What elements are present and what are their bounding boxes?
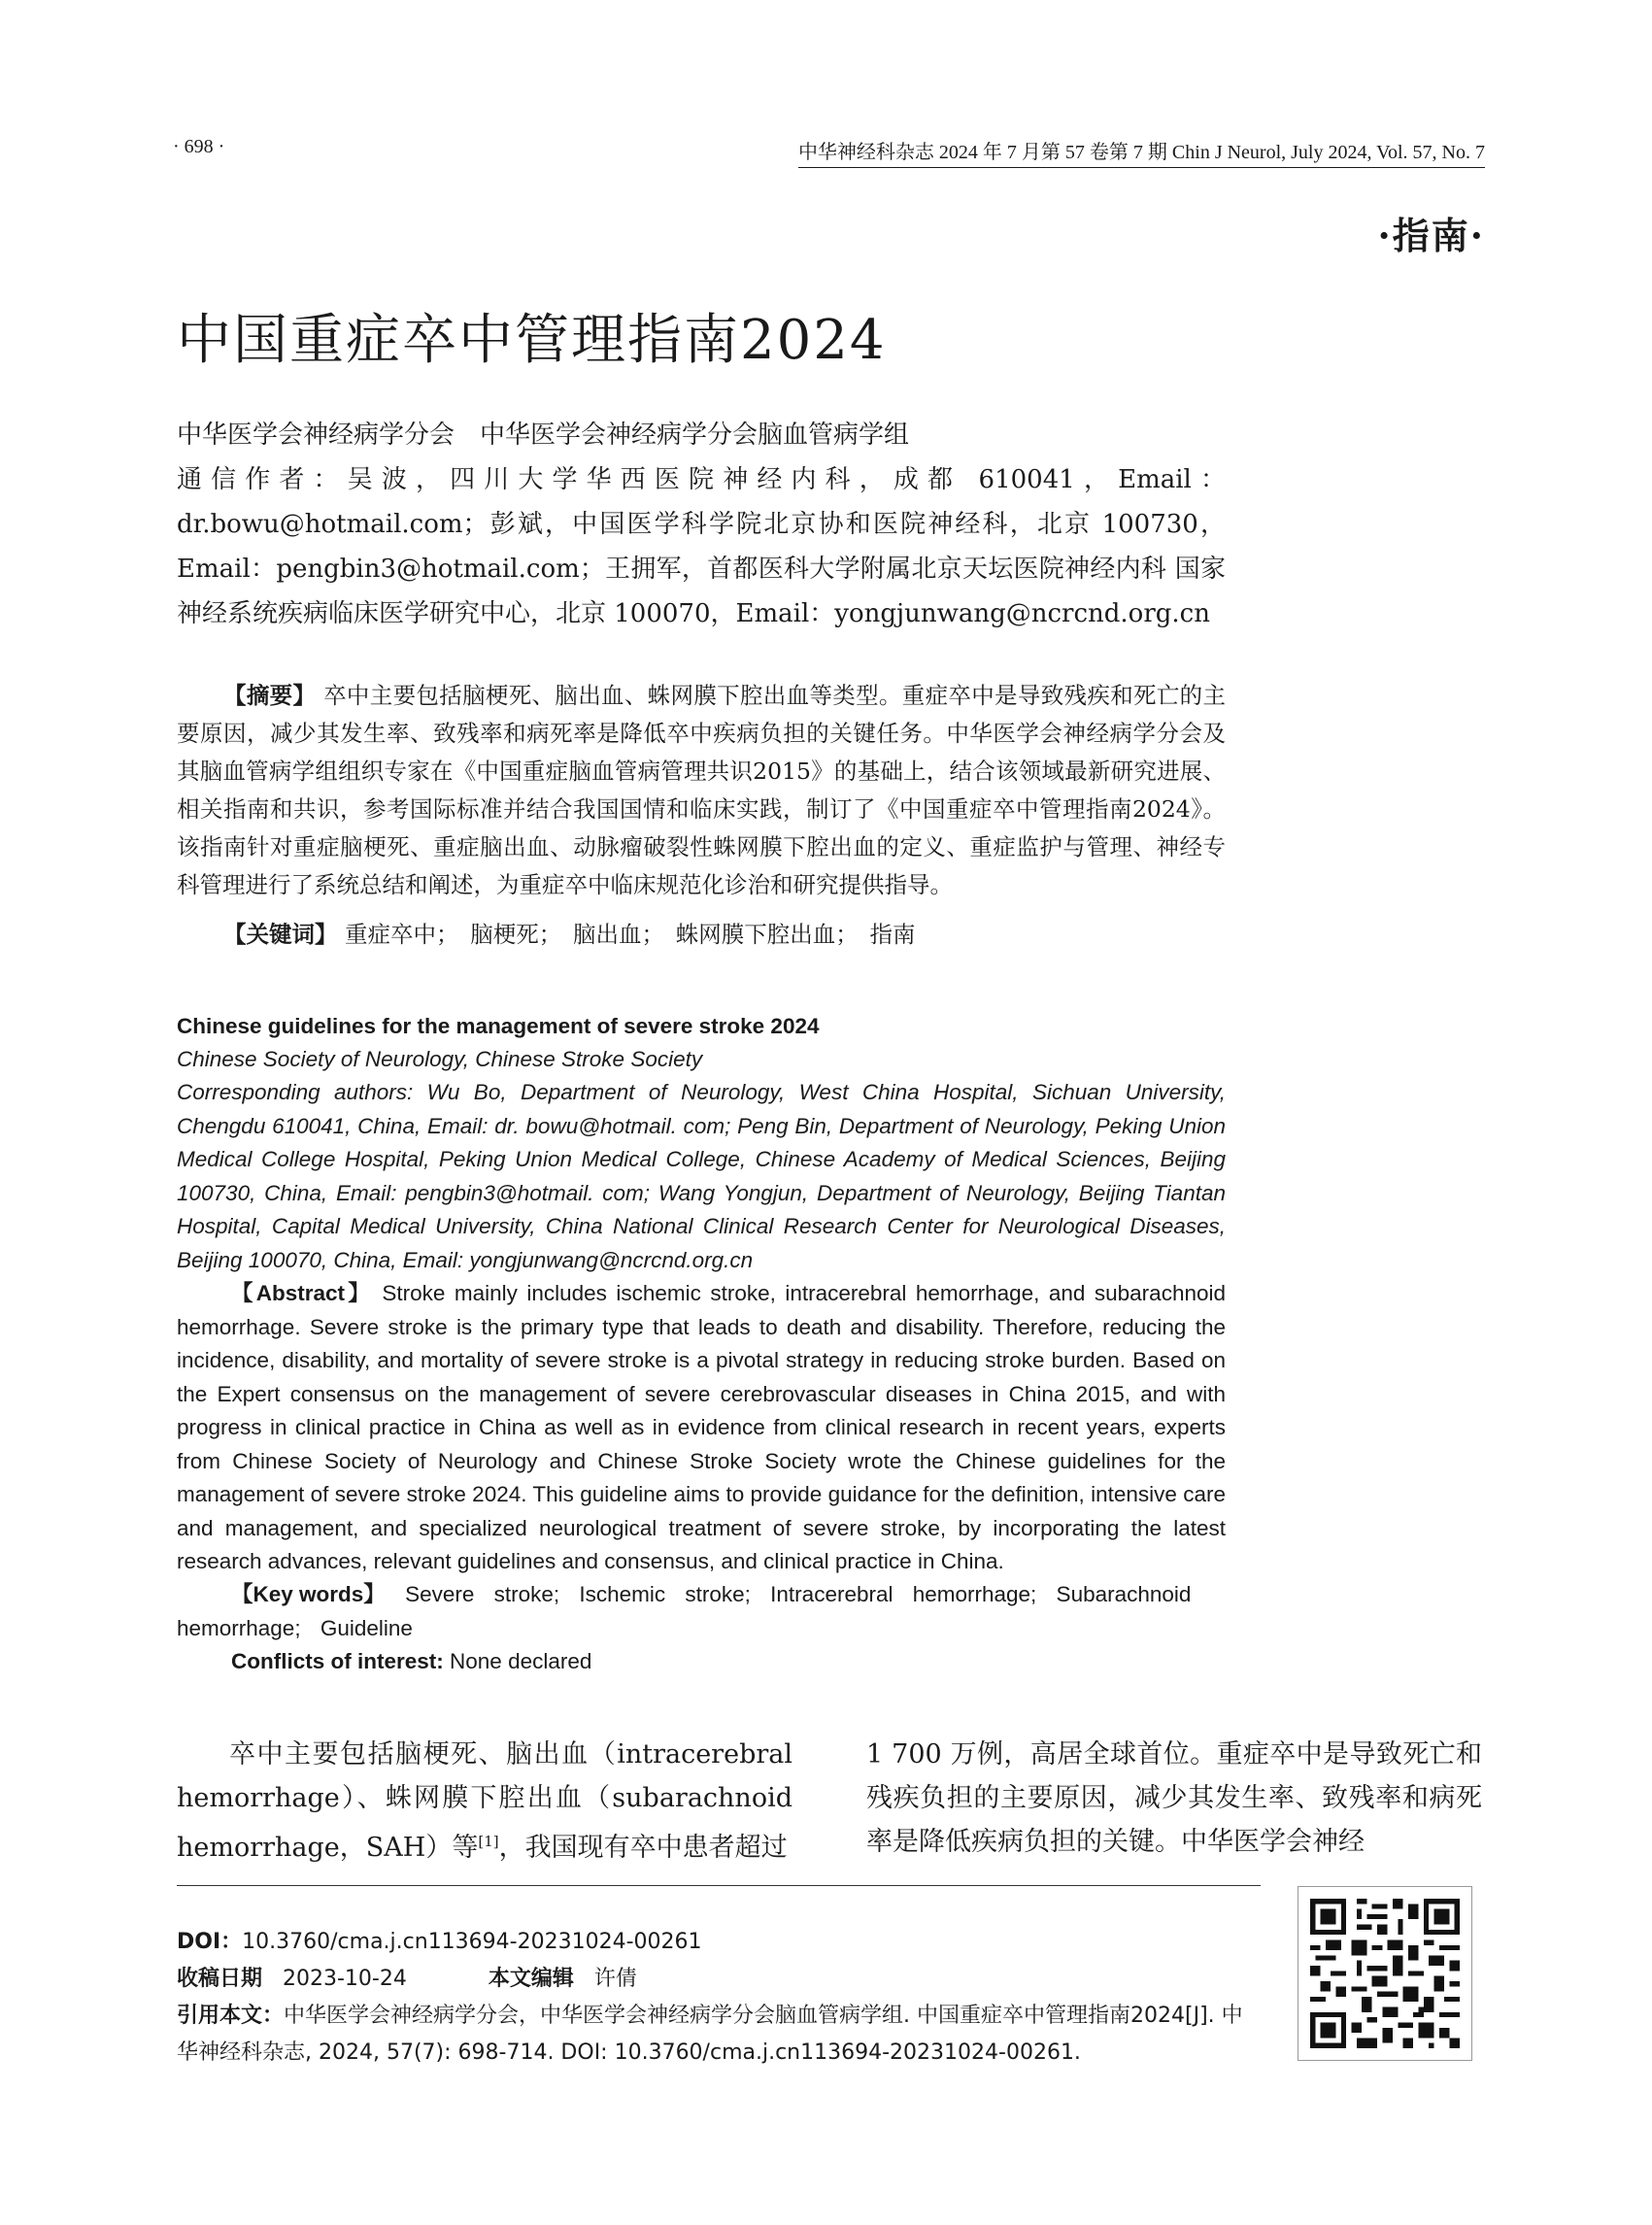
english-title: Chinese guidelines for the management of severe stroke 2024 xyxy=(177,1014,820,1038)
cite-label: 引用本文： xyxy=(177,2004,285,2028)
doi-line xyxy=(177,1924,702,1961)
english-corresponding: Corresponding authors: Wu Bo, Department of Neurology, West China Hospital, Sichuan University, Chengdu 610041, China, Email: dr. bowu@hotmail. com; Peng Bin, Department of Neurology, Peking Union Medical College Hospital, Peking Union Medical College, Chinese Academy of Medical Sciences, Beijing 100730, China, Email: pengbin3@hotmail. com; Wang Yongjun, Department of Neurology, Beijing Tiantan Hospital, Capital Medical University, China National Clinical Research Center for Neurological Diseases, Beijing 100070, China, Email: yongjunwang@ncrcnd.org.cn xyxy=(177,1080,1226,1272)
english-keywords-text: Severe stroke; Ischemic stroke; Intracerebral hemorrhage; Subarachnoid hemorrhage; Guideline xyxy=(177,1582,1192,1640)
journal-running-head: 中华神经科杂志 2024 年 7 月第 57 卷第 7 期 Chin J Neurol, July 2024, Vol. 57, No. 7 xyxy=(798,136,1485,168)
cite-text: 中华医学会神经病学分会，中华医学会神经病学分会脑血管病学组. 中国重症卒中管理指南2024[J]. 中华神经科杂志, 2024, 57(7): 698-714. DOI: 10.3760/cma.j.cn113694-20231024-00261. xyxy=(177,2004,1243,2065)
received-date: 2023-10-24 xyxy=(283,1967,407,1991)
english-keywords-label: 【Key words】 xyxy=(231,1582,386,1606)
citation-ref[interactable]: [1] xyxy=(478,1833,499,1850)
body-left-text-cont: ，我国现有卒中患者超过 xyxy=(498,1833,788,1863)
editor-label: 本文编辑 xyxy=(488,1967,574,1991)
section-tag: ·指南· xyxy=(1377,214,1485,257)
keywords-cn-label: 【关键词】 xyxy=(223,921,338,948)
keywords-cn-text: 重症卒中； 脑梗死； 脑出血； 蛛网膜下腔出血； 指南 xyxy=(344,921,916,948)
english-abstract xyxy=(177,1277,1226,1579)
citation-line xyxy=(177,1998,1261,2072)
abstract-cn-label: 【摘要】 xyxy=(223,682,317,709)
body-column-left xyxy=(177,1733,792,1870)
conflicts-label: Conflicts of interest: xyxy=(231,1649,444,1673)
english-society: Chinese Society of Neurology, Chinese Stroke Society xyxy=(177,1047,703,1071)
qr-code[interactable] xyxy=(1298,1886,1472,2061)
received-line xyxy=(177,1961,637,1998)
page-number: · 698 · xyxy=(173,136,225,157)
abstract-cn xyxy=(177,677,1226,904)
english-abstract-text: Stroke mainly includes ischemic stroke, intracerebral hemorrhage, and subarachnoid hemorrhage. Severe stroke is the primary type that leads to death and disability. Therefore, reducing the incidence, disability, and mortality of severe stroke is a pivotal strategy in reducing stroke burden. Based on the Expert consensus on the management of severe cerebrovascular diseases in China 2015, and with progress in clinical practice in China as well as in evidence from clinical research in recent years, experts from Chinese Society of Neurology and Chinese Stroke Society wrote the Chinese guidelines for the management of severe stroke 2024. This guideline aims to provide guidance for the definition, intensive care and management, and specialized neurological treatment of severe stroke, by incorporating the latest research advances, relevant guidelines and consensus, and clinical practice in China. xyxy=(177,1281,1226,1573)
conflicts-of-interest xyxy=(231,1645,1202,1679)
article-title: 中国重症卒中管理指南2024 xyxy=(177,309,887,372)
received-label: 收稿日期 xyxy=(177,1967,263,1991)
editor-name: 许倩 xyxy=(593,1967,637,1991)
doi-label: DOI： xyxy=(177,1930,243,1954)
english-keywords xyxy=(177,1578,1226,1645)
keywords-cn xyxy=(177,916,1226,954)
qr-code-icon xyxy=(1310,1899,1460,2048)
corresponding-cn: 通信作者：吴波，四川大学华西医院神经内科，成都 610041，Email：dr.bowu@hotmail.com；彭斌，中国医学科学院北京协和医院神经科，北京 100730，Email：pengbin3@hotmail.com；王拥军，首都医科大学附属北京天坛医院神经内科 国家神经系统疾病临床医学研究中心，北京 100070，Email：yongjunwang@ncrcnd.org.cn xyxy=(177,465,1226,628)
english-abstract-label: 【Abstract】 xyxy=(231,1281,373,1305)
authors-cn: 中华医学会神经病学分会 中华医学会神经病学分会脑血管病学组 xyxy=(177,421,910,450)
body-column-right: 1 700 万例，高居全球首位。重症卒中是导致死亡和残疾负担的主要原因，减少其发生率、致残率和病死率是降低疾病负担的关键。中华医学会神经 xyxy=(866,1739,1482,1857)
body-left-text: 卒中主要包括脑梗死、脑出血（intracerebral hemorrhage）、蛛网膜下腔出血（subarachnoid hemorrhage，SAH）等 xyxy=(177,1739,792,1863)
footnote-divider xyxy=(177,1885,1261,1886)
doi-value[interactable]: 10.3760/cma.j.cn113694-20231024-00261 xyxy=(242,1930,702,1954)
conflicts-text: None declared xyxy=(450,1649,592,1673)
abstract-cn-text: 卒中主要包括脑梗死、脑出血、蛛网膜下腔出血等类型。重症卒中是导致残疾和死亡的主要原因，减少其发生率、致残率和病死率是降低卒中疾病负担的关键任务。中华医学会神经病学分会及其脑血管病学组组织专家在《中国重症脑血管病管理共识2015》的基础上，结合该领域最新研究进展、相关指南和共识，参考国际标准并结合我国国情和临床实践，制订了《中国重症卒中管理指南2024》。该指南针对重症脑梗死、重症脑出血、动脉瘤破裂性蛛网膜下腔出血的定义、重症监护与管理、神经专科管理进行了系统总结和阐述，为重症卒中临床规范化诊治和研究提供指导。 xyxy=(177,682,1226,898)
